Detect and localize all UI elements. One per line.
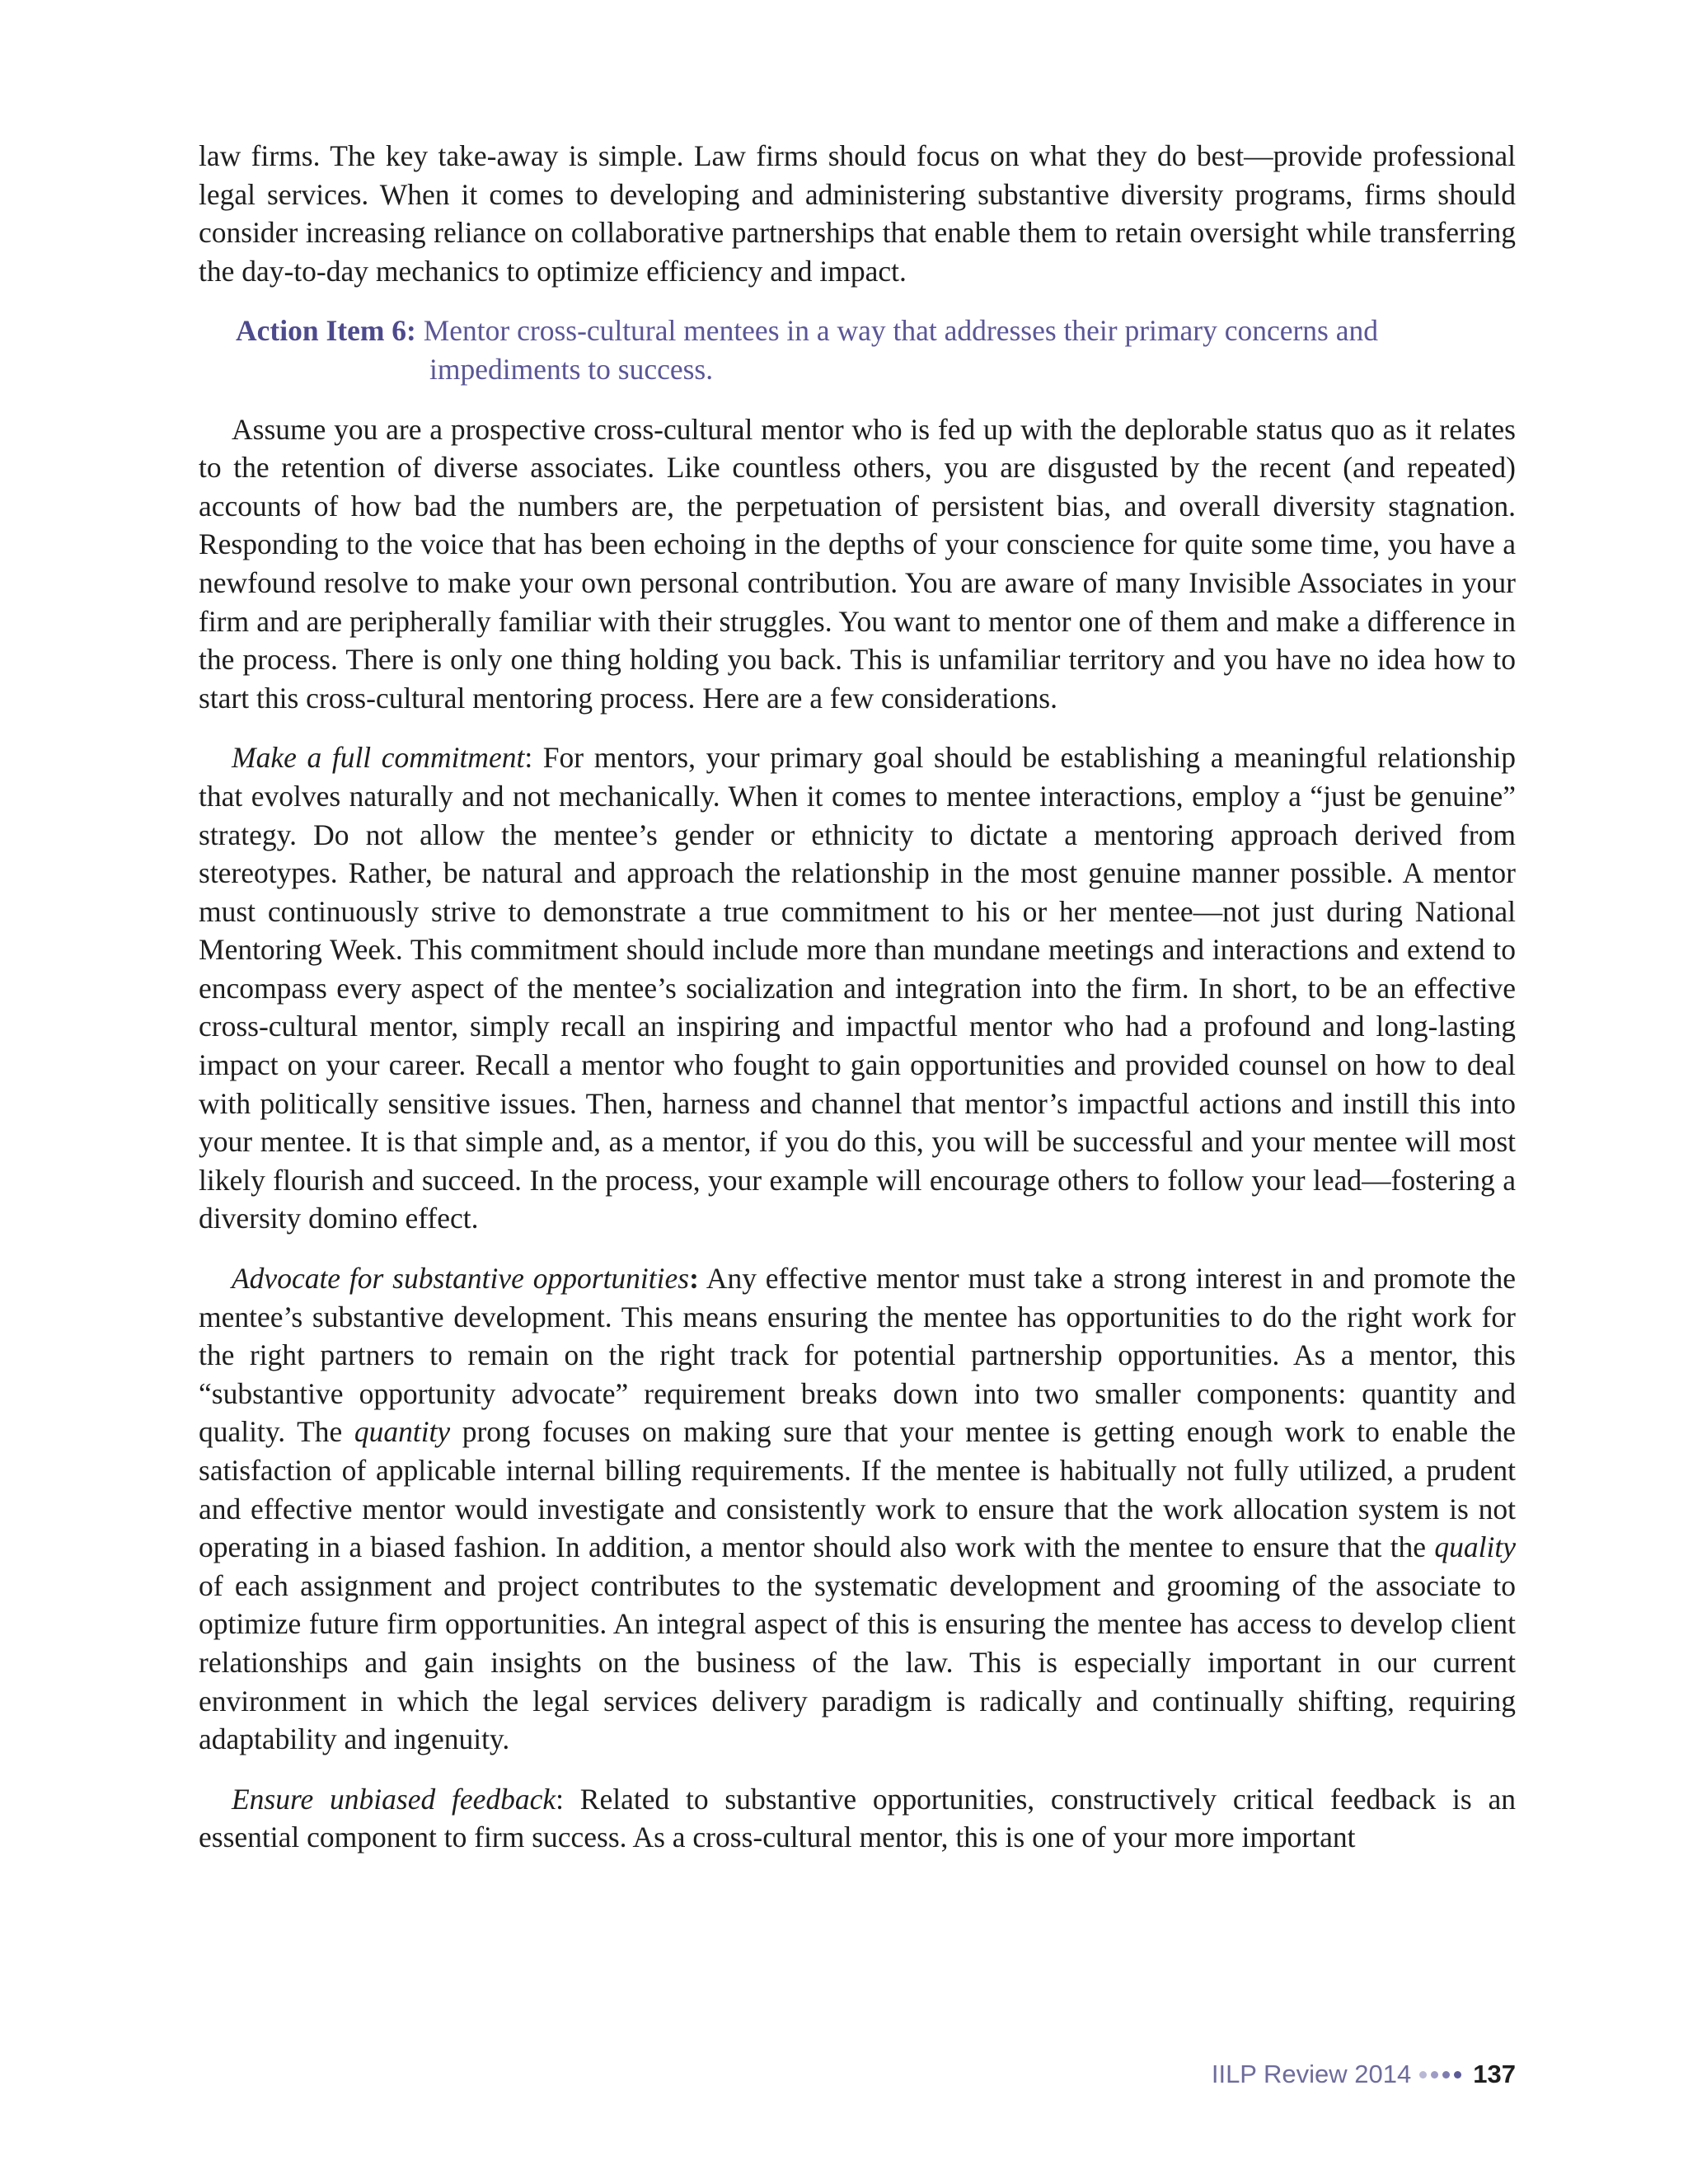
- action-item-text: Mentor cross-cultural mentees in a way that addresses their primary concerns and impediments to success.: [415, 314, 1379, 386]
- advocate-text-a: Any effective mentor must take a strong interest in and promote the mentee’s substantive development. This means ensuring the mentee has opportunities to do the right work for the right partners to remain on the right track for potential partnership opportunities. As a mentor, this “substantive opportunity advocate” requirement breaks down into two smaller components: quantity and quality. The: [199, 1262, 1516, 1449]
- feedback-lead: Ensure unbiased feedback: [232, 1782, 556, 1816]
- footer-dot-icon: [1454, 2071, 1461, 2079]
- footer-dot-icon: [1431, 2071, 1438, 2079]
- action-item-label: Action Item 6:: [236, 314, 416, 348]
- footer-dots: [1419, 2071, 1461, 2079]
- footer-dot-icon: [1442, 2071, 1450, 2079]
- commitment-body: : For mentors, your primary goal should be establishing a meaningful relationship that evolves naturally and not mechanically. When it comes to mentee interactions, employ a “just be genuine” strategy. Do not allow the mentee’s gender or ethnicity to dictate a mentoring approach derived from stereotypes. Rather, be natural and approach the relationship in the most genuine manner possible. A mentor must continuously strive to demonstrate a true commitment to his or her mentee—not just during National Mentoring Week. This commitment should include more than mundane meetings and interactions and extend to encompass every aspect of the mentee’s socialization and integration into the firm. In short, to be an effective cross-cultural mentor, simply recall an inspiring and impactful mentor who had a profound and long-lasting impact on your career. Recall a mentor who fought to gain opportunities and provided counsel on how to deal with politically sensitive issues. Then, harness and channel that mentor’s impactful actions and instill this into your mentee. It is that simple and, as a mentor, if you do this, you will be successful and your mentee will most likely flourish and succeed. In the process, your example will encourage others to follow your lead—fostering a diversity domino effect.: [199, 741, 1516, 1235]
- advocate-text-c: of each assignment and project contributes to the systematic development and grooming of the associate to optimize future firm opportunities. An integral aspect of this is ensuring the mentee has access to develop client relationships and gain insights on the business of the law. This is especially important in our current environment in which the legal services delivery paradigm is radically and continually shifting, requiring adaptability and ingenuity.: [199, 1568, 1516, 1756]
- advocate-text-b: prong focuses on making sure that your mentee is getting enough work to enable the satisfaction of applicable internal billing requirements. If the mentee is habitually not fully utilized, a prudent and effective mentor would investigate and consistently work to ensure that the work allocation system is not operating in a biased fashion. In addition, a mentor should also work with the mentee to ensure that the: [199, 1415, 1517, 1564]
- footer-dot-icon: [1419, 2071, 1427, 2079]
- assume-paragraph: Assume you are a prospective cross-cultural mentor who is fed up with the deplorable status quo as it relates to the retention of diverse associates. Like countless others, you are disgusted by the recent (and repeated) accounts of how bad the numbers are, the perpetuation of persistent bias, and overall diversity stagnation. Responding to the voice that has been echoing in the depths of your conscience for quite some time, you have a newfound resolve to make your own personal contribution. You are aware of many Invisible Associates in your firm and are peripherally familiar with their struggles. You want to mentor one of them and make a difference in the process. There is only one thing holding you back. This is unfamiliar territory and you have no idea how to start this cross-cultural mentoring process. Here are a few considerations.: [199, 412, 1516, 715]
- page-body: [199, 137, 1516, 1857]
- intro-paragraph: law firms. The key take-away is simple. Law firms should focus on what they do best—provide professional legal services. When it comes to developing and administering substantive diversity programs, firms should consider increasing reliance on collaborative partnerships that enable them to retain oversight while transferring the day-to-day mechanics to optimize efficiency and impact.: [199, 139, 1516, 288]
- advocate-lead: Advocate for substantive opportunities: [232, 1262, 690, 1296]
- publication-title: IILP Review 2014: [1211, 2060, 1412, 2088]
- advocate-quality: quality: [1434, 1530, 1516, 1564]
- action-item-callout: [236, 312, 1516, 388]
- commitment-paragraph: [199, 738, 1516, 1238]
- advocate-quantity: quantity: [354, 1415, 451, 1449]
- page-footer: [1212, 2058, 1516, 2091]
- feedback-paragraph: [199, 1780, 1516, 1857]
- page-number: 137: [1473, 2060, 1516, 2088]
- advocate-paragraph: [199, 1259, 1516, 1759]
- commitment-lead: Make a full commitment: [232, 741, 525, 775]
- advocate-colon: :: [689, 1262, 699, 1296]
- feedback-body: : Related to substantive opportunities, constructively critical feedback is an essential component to firm success. As a cross-cultural mentor, this is one of your more important: [199, 1782, 1516, 1854]
